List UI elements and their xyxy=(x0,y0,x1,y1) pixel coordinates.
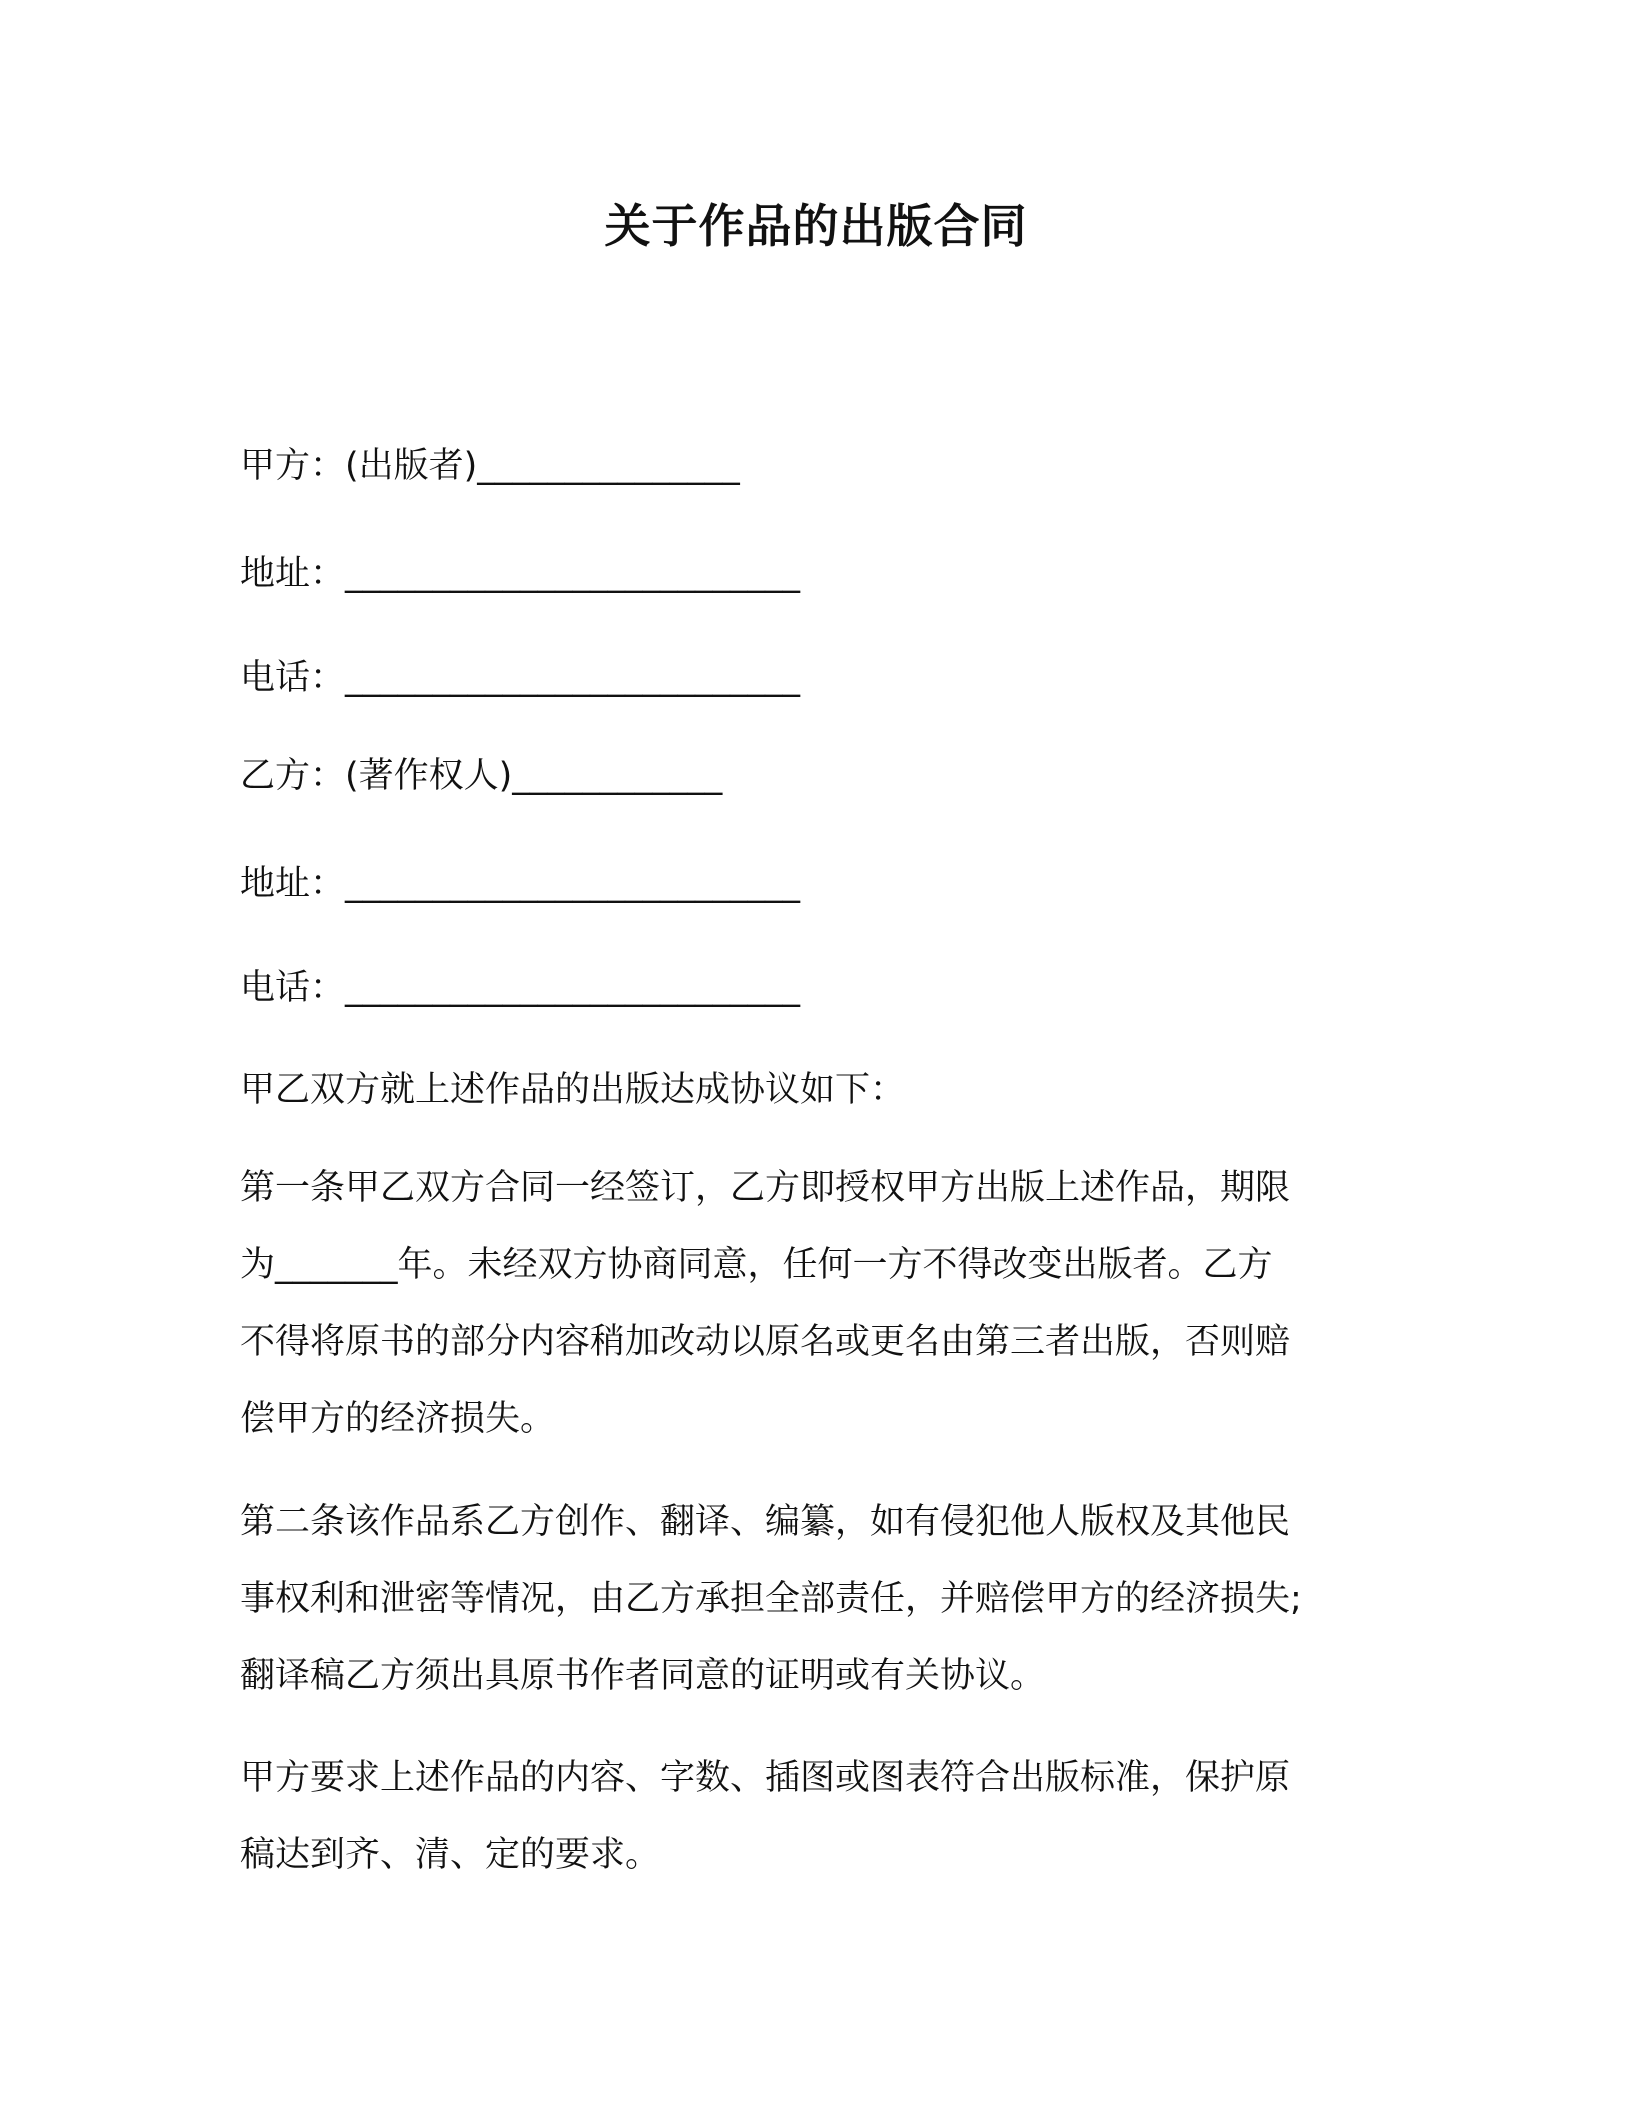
article-2 xyxy=(240,1484,1380,1715)
party-a-phone-field: 电话：__________________________ xyxy=(240,658,801,698)
party-b-name-field: 乙方：(著作权人)____________ xyxy=(240,756,723,796)
party-b-phone-field: 电话：__________________________ xyxy=(240,968,801,1008)
article-2-line: 第二条该作品系乙方创作、翻译、编纂，如有侵犯他人版权及其他民 xyxy=(240,1502,1291,1542)
article-2-line: 事权利和泄密等情况，由乙方承担全部责任，并赔偿甲方的经济损失; xyxy=(240,1579,1302,1619)
party-a-name-field: 甲方：(出版者)_______________ xyxy=(240,446,740,486)
article-2-line: 翻译稿乙方须出具原书作者同意的证明或有关协议。 xyxy=(240,1656,1046,1696)
article-1 xyxy=(240,1150,1380,1458)
article-3-line: 甲方要求上述作品的内容、字数、插图或图表符合出版标准，保护原 xyxy=(240,1758,1291,1798)
article-3 xyxy=(240,1740,1380,1894)
article-1-line: 偿甲方的经济损失。 xyxy=(240,1399,556,1439)
article-1-line: 为_______年。未经双方协商同意，任何一方不得改变出版者。乙方 xyxy=(240,1245,1273,1285)
article-1-line: 不得将原书的部分内容稍加改动以原名或更名由第三者出版，否则赔 xyxy=(240,1322,1291,1362)
document-title: 关于作品的出版合同 xyxy=(604,199,1028,253)
party-a-address-field: 地址：__________________________ xyxy=(240,554,801,594)
agreement-intro: 甲乙双方就上述作品的出版达成协议如下： xyxy=(240,1070,906,1110)
article-3-line: 稿达到齐、清、定的要求。 xyxy=(240,1835,661,1875)
article-1-line: 第一条甲乙双方合同一经签订，乙方即授权甲方出版上述作品，期限 xyxy=(240,1168,1291,1208)
party-b-address-field: 地址：__________________________ xyxy=(240,864,801,904)
